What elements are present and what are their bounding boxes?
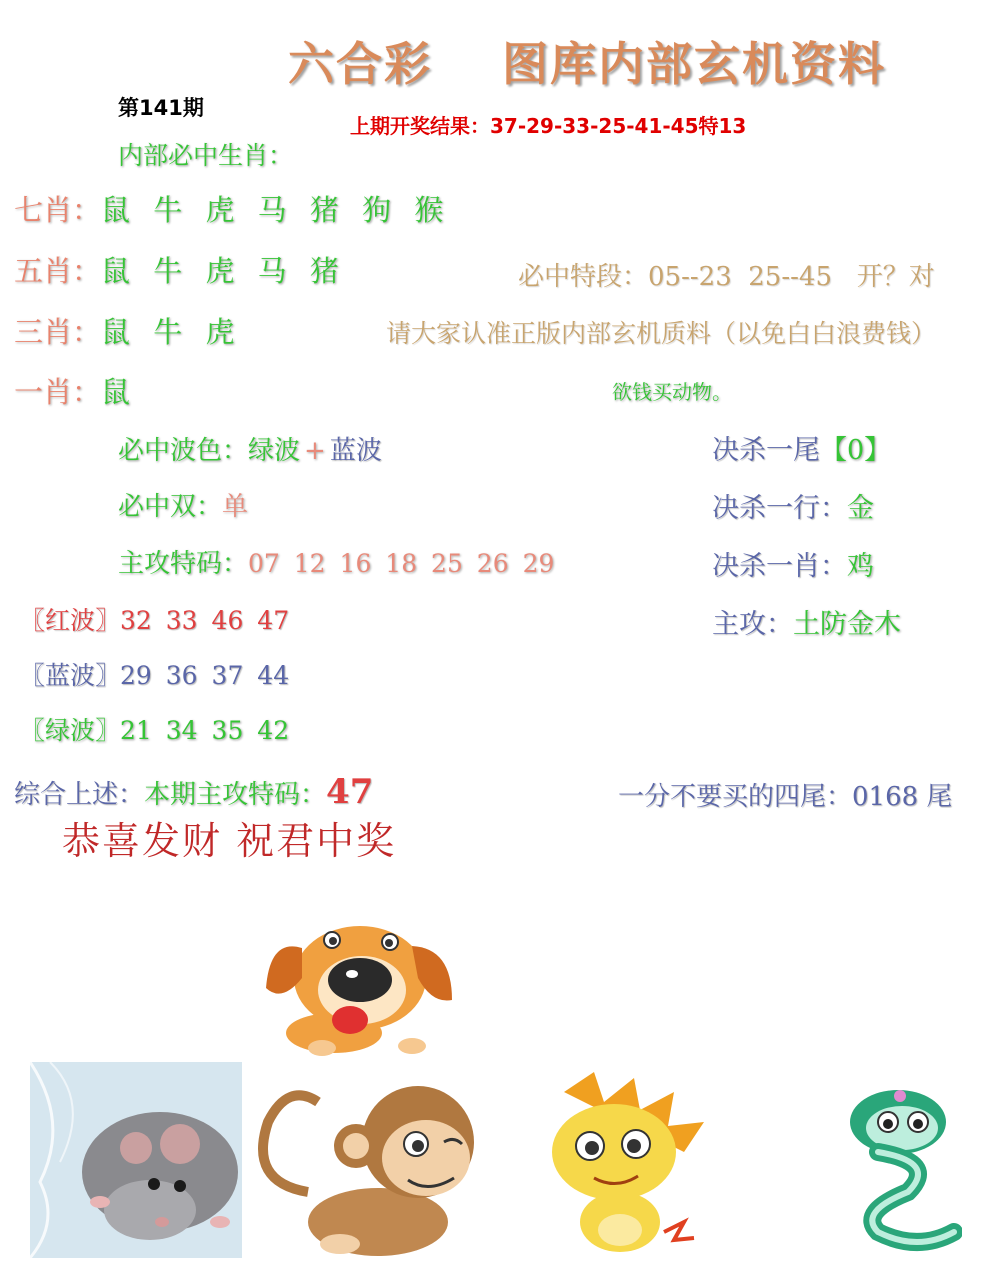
double-row [118, 486, 248, 523]
green-wave-label: 〖绿波〗 [20, 716, 121, 745]
red-wave-label: 〖红波〗 [20, 606, 121, 635]
one-zodiac-label: 一肖： [14, 375, 102, 409]
monkey-image [248, 1062, 500, 1258]
title-left: 六合彩 [288, 37, 432, 91]
attack-row [712, 602, 901, 641]
seven-zodiac-row [14, 188, 445, 229]
one-zodiac-values: 鼠 [101, 375, 133, 409]
wave-plus: + [304, 436, 326, 466]
kill-tail-value: 【0】 [820, 435, 892, 466]
attack-value: 土防金木 [793, 609, 901, 640]
main-codes-values: 07 12 16 18 25 26 29 [248, 549, 555, 578]
kill-tail-row [712, 428, 891, 467]
blue-wave-label: 〖蓝波〗 [20, 661, 121, 690]
three-zodiac-values: 鼠 牛 虎 [101, 315, 237, 349]
rat-image [30, 1062, 242, 1258]
red-wave-values: 32 33 46 47 [120, 606, 290, 635]
main-codes-row [118, 543, 554, 580]
main-codes-label: 主攻特码： [118, 549, 249, 579]
kill-row-row [712, 486, 874, 525]
seven-zodiac-values: 鼠 牛 虎 马 猪 狗 猴 [101, 193, 446, 227]
issue-number: 第141期 [118, 96, 204, 120]
last-result: 上期开奖结果：37-29-33-25-41-45特13 [350, 114, 747, 138]
one-zodiac-row [14, 370, 132, 411]
kill-tail-label: 决杀一尾 [712, 435, 820, 466]
seven-zodiac-label: 七肖： [14, 193, 102, 227]
special-range: 必中特段：05--23 25--45 开？对 [518, 262, 935, 292]
summary-text: 本期主攻特码： [144, 780, 327, 810]
summary-label: 综合上述： [14, 780, 145, 810]
zodiac-heading: 内部必中生肖： [118, 141, 294, 170]
dragon-image [524, 1062, 720, 1258]
title-right: 图库内部玄机资料 [502, 37, 886, 91]
three-zodiac-row [14, 310, 236, 351]
snake-image [838, 1082, 962, 1252]
summary-number: 47 [326, 772, 374, 812]
blue-wave-values: 29 36 37 44 [120, 661, 290, 690]
wave-row [118, 430, 382, 467]
blue-wave-row [20, 656, 289, 692]
congrats-text: 恭喜发财 祝君中奖 [62, 819, 397, 863]
double-value: 单 [222, 492, 249, 522]
three-zodiac-label: 三肖： [14, 315, 102, 349]
double-label: 必中双： [118, 492, 223, 522]
attack-label: 主攻： [712, 609, 793, 640]
five-zodiac-values: 鼠 牛 虎 马 猪 [101, 254, 341, 288]
summary-row [14, 772, 373, 812]
red-wave-row [20, 601, 289, 637]
five-zodiac-row [14, 249, 341, 290]
dog-image [262, 908, 458, 1058]
green-wave-row [20, 711, 289, 747]
five-zodiac-label: 五肖： [14, 254, 102, 288]
four-tails: 一分不要买的四尾：0168 尾 [618, 782, 953, 812]
kill-zodiac-row [712, 544, 874, 583]
kill-zodiac-value: 鸡 [847, 551, 874, 582]
wave-label: 必中波色： [118, 436, 249, 466]
kill-row-value: 金 [847, 493, 874, 524]
notice-text: 请大家认准正版内部玄机质料（以免白白浪费钱） [386, 319, 937, 348]
wave-green: 绿波 [248, 436, 301, 466]
riddle-text: 欲钱买动物。 [612, 380, 732, 404]
kill-row-label: 决杀一行： [712, 493, 847, 524]
wave-blue: 蓝波 [329, 436, 382, 466]
green-wave-values: 21 34 35 42 [120, 716, 290, 745]
kill-zodiac-label: 决杀一肖： [712, 551, 847, 582]
